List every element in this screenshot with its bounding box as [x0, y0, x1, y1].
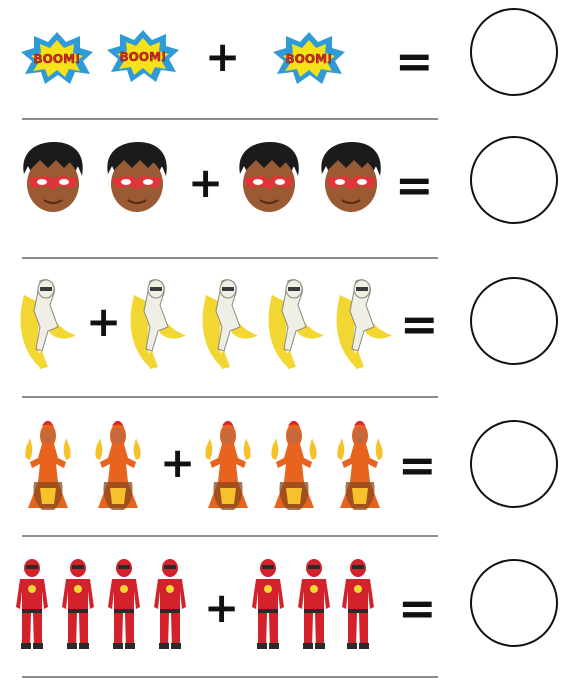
svg-text:BOOM!: BOOM!	[119, 50, 167, 64]
red-suit-hero-icon	[248, 557, 288, 653]
caped-hero-icon	[330, 275, 394, 375]
red-suit-hero-icon	[150, 557, 190, 653]
red-suit-hero-icon	[58, 557, 98, 653]
caped-hero-icon	[196, 275, 260, 375]
plus-sign: +	[86, 297, 122, 346]
red-suit-hero-icon	[104, 557, 144, 653]
fire-hero-icon	[330, 418, 390, 514]
problem-row-3	[0, 257, 575, 395]
masked-hero-face-icon	[234, 140, 304, 214]
masked-hero-face-icon	[102, 140, 172, 214]
boom-burst-icon	[272, 30, 346, 86]
answer-circle-4[interactable]	[470, 420, 558, 508]
problem-row-2	[0, 118, 575, 256]
boom-burst-icon	[20, 30, 94, 86]
plus-sign: +	[160, 438, 196, 487]
caped-hero-icon	[124, 275, 188, 375]
plus-sign: +	[188, 158, 224, 207]
svg-text:BOOM!: BOOM!	[33, 52, 81, 66]
answer-circle-1[interactable]	[470, 8, 558, 96]
masked-hero-face-icon	[18, 140, 88, 214]
answer-circle-3[interactable]	[470, 277, 558, 365]
fire-hero-icon	[88, 418, 148, 514]
plus-sign: +	[204, 583, 240, 632]
equals-sign: =	[398, 581, 437, 635]
problem-row-5	[0, 535, 575, 673]
masked-hero-face-icon	[316, 140, 386, 214]
caped-hero-icon	[262, 275, 326, 375]
row-divider	[22, 676, 438, 678]
red-suit-hero-icon	[338, 557, 378, 653]
equals-sign: =	[395, 158, 434, 212]
fire-hero-icon	[198, 418, 258, 514]
caped-hero-icon	[14, 275, 78, 375]
equals-sign: =	[395, 34, 434, 88]
equals-sign: =	[400, 297, 439, 351]
answer-circle-2[interactable]	[470, 136, 558, 224]
red-suit-hero-icon	[294, 557, 334, 653]
answer-circle-5[interactable]	[470, 559, 558, 647]
boom-burst-icon	[106, 28, 180, 84]
problem-row-4	[0, 396, 575, 534]
fire-hero-icon	[18, 418, 78, 514]
red-suit-hero-icon	[12, 557, 52, 653]
svg-text:BOOM!: BOOM!	[285, 52, 333, 66]
fire-hero-icon	[264, 418, 324, 514]
plus-sign: +	[205, 32, 241, 81]
equals-sign: =	[398, 438, 437, 492]
